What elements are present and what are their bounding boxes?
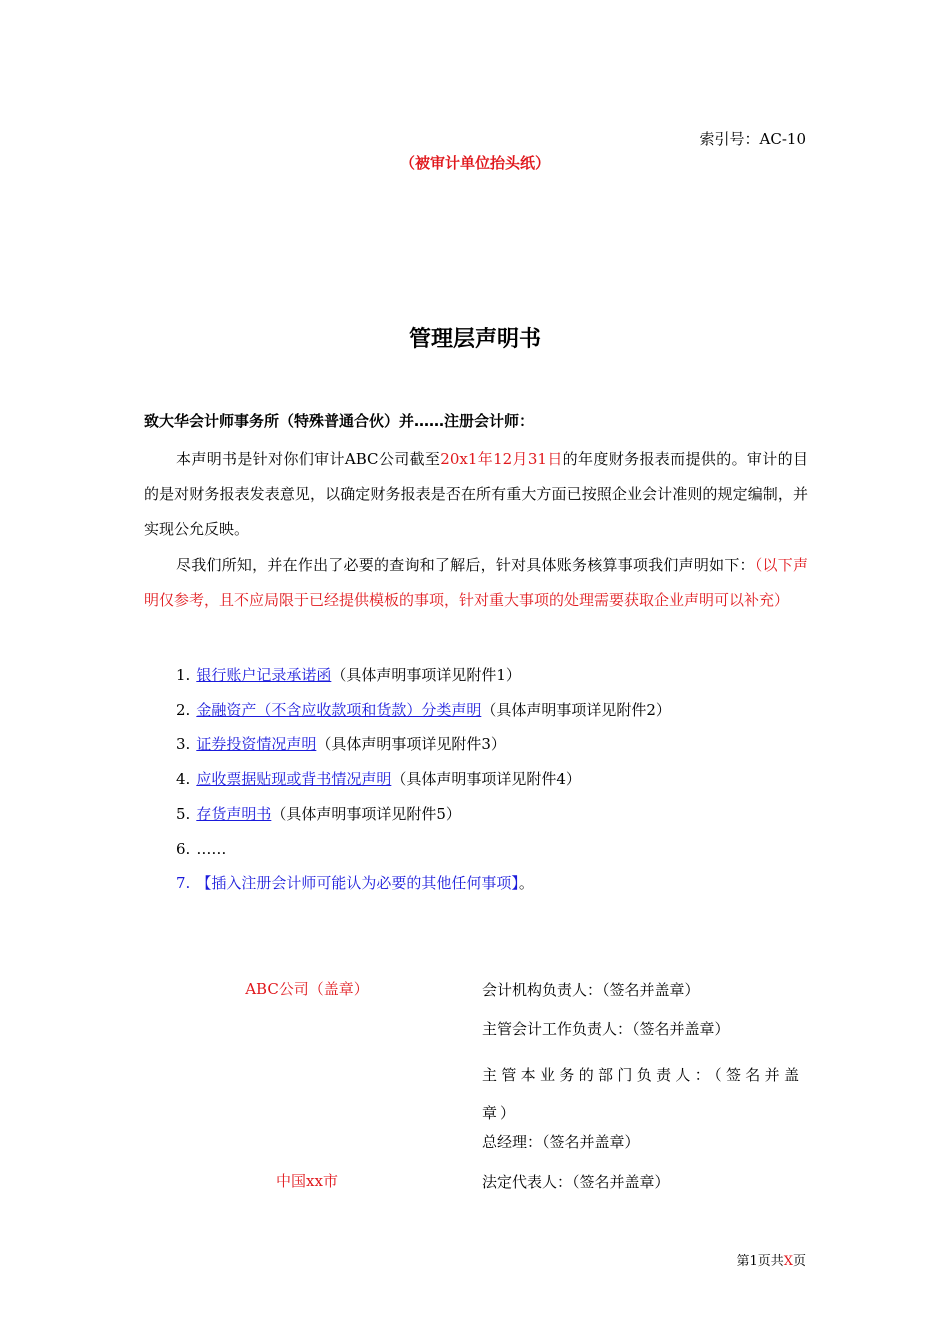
- item-suffix: （具体声明事项详见附件4）: [391, 770, 581, 788]
- list-item: [176, 663, 521, 687]
- declaration-note: （以下声明仅参考，且不应局限于已经提供模板的事项，针对重大事项的处理需要获取企业声明可以补充）: [144, 556, 808, 609]
- item-number: 5.: [176, 805, 191, 823]
- item-number: 3.: [176, 735, 191, 753]
- index-number: 索引号：AC-10: [699, 130, 806, 148]
- audit-date: 20x1年12月31日: [440, 450, 563, 468]
- legal-rep-signature: 法定代表人：（签名并盖章）: [482, 1173, 670, 1191]
- intro-paragraph: [144, 442, 808, 547]
- item-number: 4.: [176, 770, 191, 788]
- declaration-paragraph: [144, 548, 808, 618]
- item-number: 1.: [176, 666, 191, 684]
- item-suffix: （具体声明事项详见附件3）: [316, 735, 506, 753]
- accounting-head-signature: 会计机构负责人：（签名并盖章）: [482, 981, 700, 999]
- item-suffix: （具体声明事项详见附件2）: [481, 701, 671, 719]
- list-item: [176, 871, 534, 895]
- letterhead-placeholder: （被审计单位抬头纸）: [399, 154, 550, 172]
- general-manager-signature: 总经理：（签名并盖章）: [482, 1133, 640, 1151]
- bank-account-commitment-link[interactable]: 银行账户记录承诺函: [196, 666, 332, 684]
- item-ellipsis: ……: [196, 840, 227, 858]
- item-suffix: （具体声明事项详见附件5）: [271, 805, 461, 823]
- page-suffix: 页: [792, 1254, 806, 1269]
- notes-receivable-discount-link[interactable]: 应收票据贴现或背书情况声明: [196, 770, 392, 788]
- intro-text-2: 的年度财务报表而提供的。审计的目的是对财务报表发表意见，以确定财务报表是否在所有重大方面已按照企业会计准则的规定编制，并实现公允反映。: [144, 450, 808, 538]
- page-title: 管理层声明书: [408, 327, 541, 352]
- item-suffix: （具体声明事项详见附件1）: [331, 666, 521, 684]
- inventory-statement-link[interactable]: 存货声明书: [196, 805, 272, 823]
- city: 中国xx市: [276, 1172, 338, 1190]
- item-suffix: 。: [518, 874, 534, 892]
- page-total: X: [783, 1254, 793, 1269]
- list-item: [176, 698, 671, 722]
- other-matters-placeholder: 【插入注册会计师可能认为必要的其他任何事项】: [196, 874, 519, 892]
- page-prefix: 第1页共: [736, 1254, 784, 1269]
- company-seal: ABC公司（盖章）: [245, 980, 369, 998]
- item-number: 7.: [176, 874, 191, 892]
- addressee: 致大华会计师事务所（特殊普通合伙）并……注册会计师：: [144, 412, 535, 430]
- list-item: [176, 802, 461, 826]
- list-item: [176, 767, 581, 791]
- list-item: [176, 837, 226, 861]
- item-number: 6.: [176, 840, 191, 858]
- dept-head-signature: 主管本业务的部门负责人：（签名并盖章）: [482, 1066, 802, 1122]
- declaration-text: 尽我们所知，并在作出了必要的查询和了解后，针对具体账务核算事项我们声明如下：: [176, 556, 755, 574]
- chief-accountant-signature: 主管会计工作负责人：（签名并盖章）: [482, 1020, 730, 1038]
- item-number: 2.: [176, 701, 191, 719]
- securities-investment-link[interactable]: 证券投资情况声明: [196, 735, 317, 753]
- list-item: [176, 732, 506, 756]
- intro-text-1: 本声明书是针对你们审计ABC公司截至: [176, 450, 441, 468]
- page-number: [736, 1250, 806, 1269]
- financial-asset-classification-link[interactable]: 金融资产（不含应收款项和货款）分类声明: [196, 701, 482, 719]
